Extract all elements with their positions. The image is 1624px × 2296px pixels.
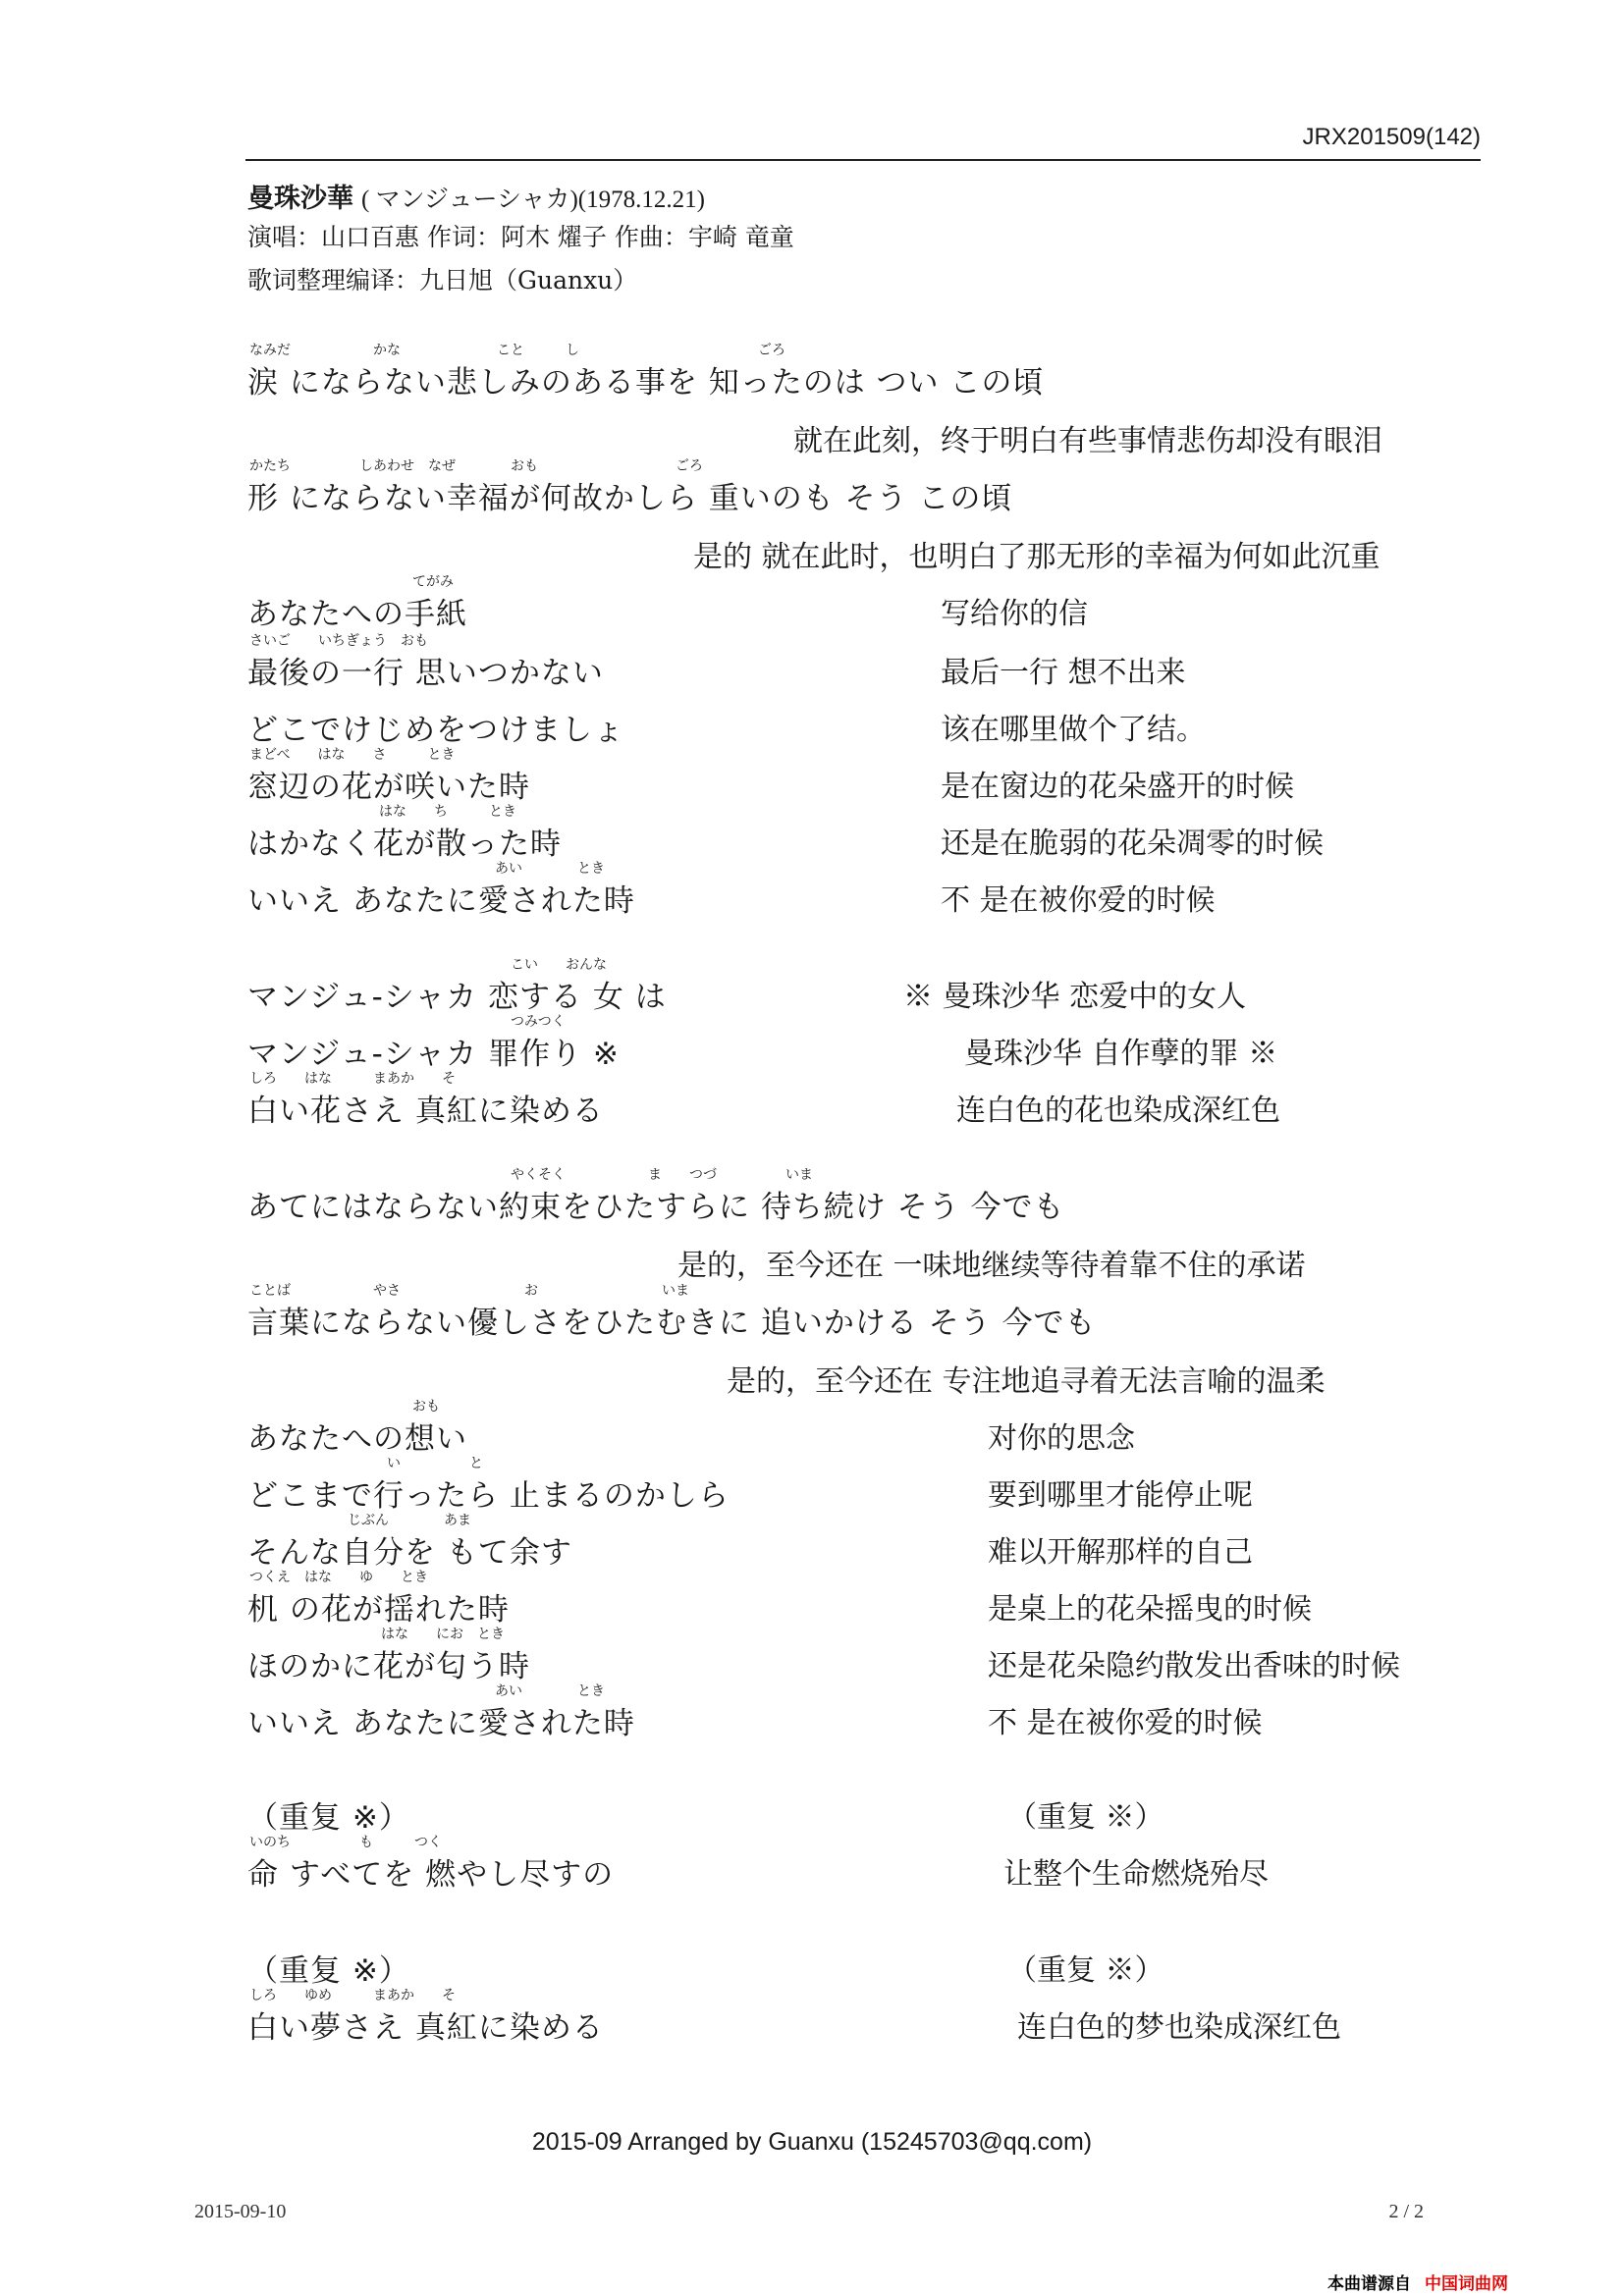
furigana: てがみ bbox=[412, 574, 454, 590]
lyric-jp-16: そんな自分を もて余す bbox=[247, 1535, 572, 1571]
lyric-zh-2: 是的 就在此时，也明白了那无形的幸福为何如此沉重 bbox=[693, 540, 1380, 574]
lyric-jp-22: （重复 ※） bbox=[247, 1953, 410, 1989]
lyric-jp-18: ほのかに花が匂う時 bbox=[247, 1649, 530, 1684]
furigana: まどべ はな さ とき bbox=[249, 747, 456, 763]
furigana: あい とき bbox=[495, 1683, 605, 1699]
source-label: 本曲谱源自 bbox=[1327, 2274, 1411, 2294]
arranged-by: 2015-09 Arranged by Guanxu (15245703@qq.com) bbox=[531, 2128, 1093, 2156]
furigana: つくえ はな ゆ とき bbox=[249, 1570, 428, 1585]
furigana: なみだ かな こと し ごろ bbox=[249, 343, 785, 358]
furigana: やくそく ま つづ いま bbox=[511, 1167, 813, 1183]
lyric-zh-5: 该在哪里做个了结。 bbox=[941, 713, 1206, 747]
lyric-jp-8: いいえ あなたに愛された時 bbox=[247, 883, 635, 919]
lyric-jp-20: （重复 ※） bbox=[247, 1800, 410, 1836]
lyric-zh-10: 曼珠沙华 自作孽的罪 ※ bbox=[964, 1037, 1278, 1071]
credits: 演唱：山口百惠 作词：阿木 燿子 作曲：宇崎 竜童 bbox=[247, 223, 794, 251]
furigana: しろ ゆめ まあか そ bbox=[249, 1988, 456, 2003]
lyric-zh-17: 是桌上的花朵摇曳的时候 bbox=[988, 1592, 1312, 1627]
lyric-zh-12: 是的，至今还在 一味地继续等待着靠不住的承诺 bbox=[677, 1249, 1306, 1283]
lyric-jp-11: 白い花さえ 真紅に染める bbox=[247, 1094, 604, 1129]
lyric-zh-21: 让整个生命燃烧殆尽 bbox=[1003, 1857, 1269, 1892]
lyric-jp-6: 窓辺の花が咲いた時 bbox=[247, 770, 530, 805]
lyric-zh-15: 要到哪里才能停止呢 bbox=[988, 1478, 1253, 1513]
lyric-jp-14: あなたへの想い bbox=[247, 1421, 467, 1457]
lyric-jp-19: いいえ あなたに愛された時 bbox=[247, 1706, 635, 1741]
lyric-jp-21: 命 すべてを 燃やし尽すの bbox=[247, 1857, 615, 1893]
lyric-jp-9: マンジュ-シャカ 恋する 女 は bbox=[247, 980, 667, 1015]
furigana: いのち も つく bbox=[249, 1835, 442, 1850]
lyric-zh-9: ※ 曼珠沙华 恋爱中的女人 bbox=[903, 980, 1247, 1014]
lyric-zh-18: 还是花朵隐约散发出香味的时候 bbox=[988, 1649, 1400, 1683]
lyric-jp-23: 白い夢さえ 真紅に染める bbox=[247, 2010, 604, 2046]
title-main: 曼珠沙華 bbox=[247, 184, 353, 214]
lyric-jp-5: どこでけじめをつけましょ bbox=[247, 713, 624, 748]
lyric-zh-14: 对你的思念 bbox=[988, 1421, 1135, 1456]
lyric-jp-15: どこまで行ったら 止まるのかしら bbox=[247, 1478, 730, 1514]
source-site-link[interactable]: 中国词曲网 bbox=[1425, 2274, 1508, 2294]
document-id: JRX201509(142) bbox=[1302, 124, 1481, 150]
title-sub: ( マンジューシャカ)(1978.12.21) bbox=[361, 187, 705, 213]
lyric-zh-20: （重复 ※） bbox=[1007, 1800, 1164, 1835]
lyric-zh-19: 不 是在被你爱的时候 bbox=[988, 1706, 1263, 1740]
lyric-zh-22: （重复 ※） bbox=[1007, 1953, 1164, 1988]
lyric-jp-3: あなたへの手紙 bbox=[247, 597, 467, 632]
furigana: しろ はな まあか そ bbox=[249, 1071, 456, 1087]
furigana: あい とき bbox=[495, 861, 605, 877]
print-date: 2015-09-10 bbox=[194, 2201, 287, 2222]
lyric-jp-2: 形 にならない幸福が何故かしら 重いのも そう この頃 bbox=[247, 481, 1013, 516]
lyric-jp-10: マンジュ-シャカ 罪作り ※ bbox=[247, 1037, 620, 1072]
lyric-zh-6: 是在窗边的花朵盛开的时候 bbox=[941, 770, 1294, 804]
lyric-zh-7: 还是在脆弱的花朵凋零的时候 bbox=[941, 827, 1324, 861]
header-rule bbox=[245, 159, 1481, 161]
lyric-zh-4: 最后一行 想不出来 bbox=[941, 656, 1186, 690]
lyric-jp-7: はかなく花が散った時 bbox=[247, 827, 562, 862]
lyric-jp-4: 最後の一行 思いつかない bbox=[247, 656, 604, 691]
lyric-jp-12: あてにはならない約束をひたすらに 待ち続け そう 今でも bbox=[247, 1190, 1065, 1225]
source-credit bbox=[1327, 2269, 1508, 2294]
page-number: 2 / 2 bbox=[1388, 2201, 1424, 2222]
editor-credit: 歌词整理编译：九日旭（Guanxu） bbox=[247, 266, 638, 294]
furigana: はな にお とき bbox=[381, 1627, 505, 1642]
furigana: こい おんな bbox=[511, 957, 607, 973]
lyric-jp-17: 机 の花が揺れた時 bbox=[247, 1592, 510, 1628]
lyric-zh-11: 连白色的花也染成深红色 bbox=[956, 1094, 1280, 1128]
furigana: おも bbox=[412, 1399, 440, 1415]
furigana: かたち しあわせ なぜ おも ごろ bbox=[249, 458, 703, 474]
furigana: つみつく bbox=[511, 1014, 566, 1030]
furigana: い と bbox=[387, 1456, 483, 1471]
furigana: さいご いちぎょう おも bbox=[249, 633, 428, 649]
lyric-zh-13: 是的，至今还在 专注地追寻着无法言喻的温柔 bbox=[727, 1364, 1326, 1399]
lyric-zh-16: 难以开解那样的自己 bbox=[988, 1535, 1253, 1570]
lyric-jp-13: 言葉にならない優しさをひたむきに 追いかける そう 今でも bbox=[247, 1306, 1097, 1341]
lyric-jp-1: 涙 にならない悲しみのある事を 知ったのは つい この頃 bbox=[247, 365, 1045, 400]
song-title bbox=[247, 177, 705, 215]
lyric-zh-1: 就在此刻，终于明白有些事情悲伤却没有眼泪 bbox=[793, 424, 1382, 458]
lyric-zh-8: 不 是在被你爱的时候 bbox=[941, 883, 1216, 918]
lyric-zh-23: 连白色的梦也染成深红色 bbox=[1017, 2010, 1341, 2045]
furigana: はな ち とき bbox=[379, 804, 516, 820]
lyric-zh-3: 写给你的信 bbox=[941, 597, 1088, 631]
furigana: じぶん あま bbox=[348, 1513, 471, 1528]
furigana: ことば やさ お いま bbox=[249, 1283, 689, 1299]
